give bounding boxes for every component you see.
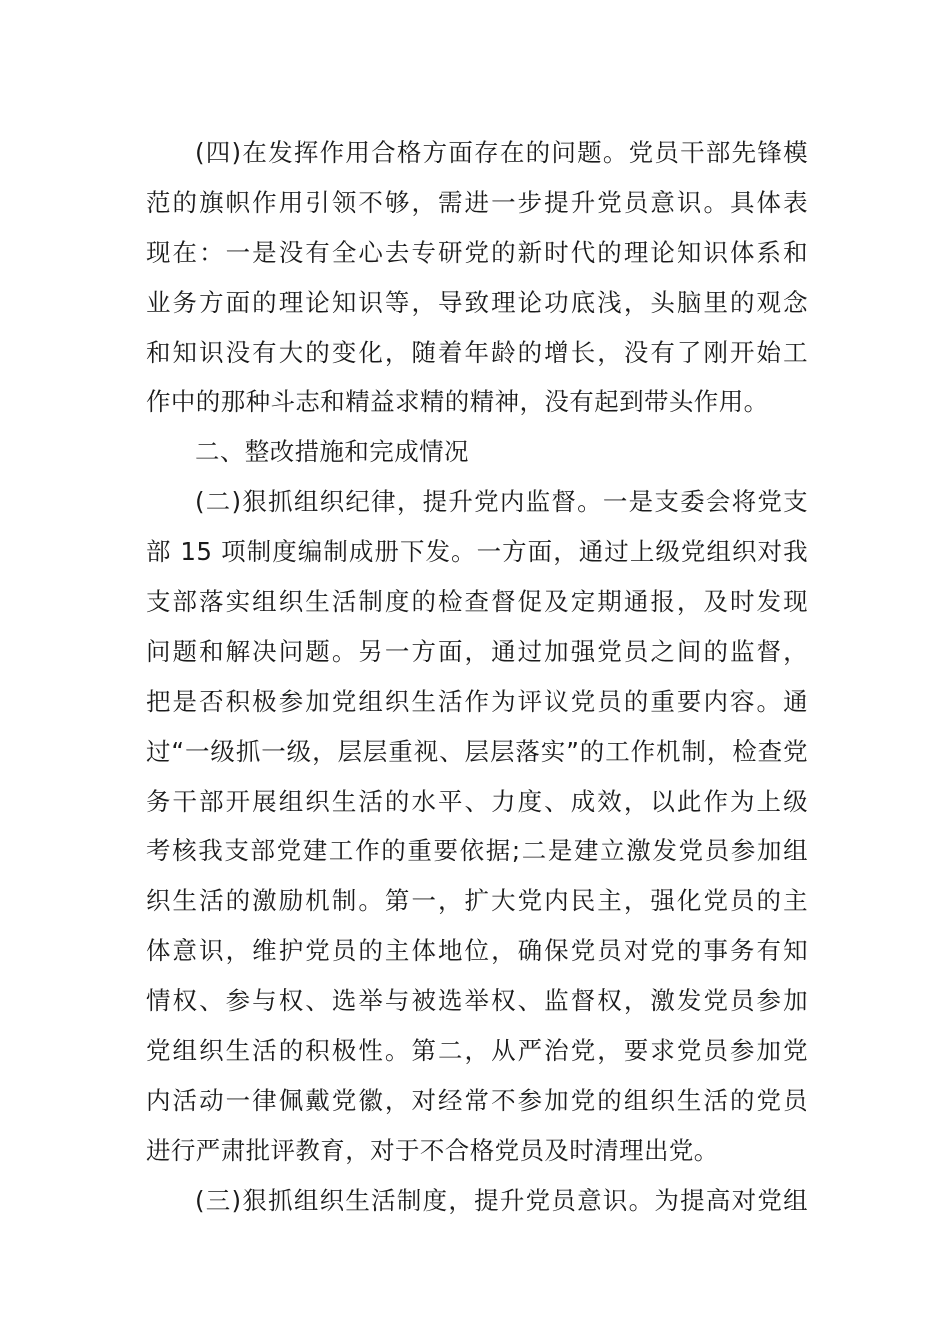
text-line: 织生活的激励机制。第一，扩大党内民主，强化党员的主 — [146, 886, 808, 916]
text-line: (三)狠抓组织生活制度，提升党员意识。为提高对党组 — [195, 1185, 808, 1215]
text-line: (四)在发挥作用合格方面存在的问题。党员干部先锋模 — [195, 138, 808, 167]
text-line: 内活动一律佩戴党徽，对经常不参加党的组织生活的党员 — [146, 1085, 808, 1115]
text-line: 问题和解决问题。另一方面，通过加强党员之间的监督， — [146, 636, 808, 666]
text-line: 支部落实组织生活制度的检查督促及定期通报，及时发现 — [146, 587, 808, 617]
section-heading: 二、整改措施和完成情况 — [195, 437, 469, 467]
text-line: 进行严肃批评教育，对于不合格党员及时清理出党。 — [146, 1135, 719, 1165]
text-line: 作中的那种斗志和精益求精的精神，没有起到带头作用。 — [146, 387, 769, 417]
text-line: 过“一级抓一级，层层重视、层层落实”的工作机制，检查党 — [146, 736, 808, 766]
text-line: 现在：一是没有全心去专研党的新时代的理论知识体系和 — [146, 237, 808, 267]
text-line: 把是否积极参加党组织生活作为评议党员的重要内容。通 — [146, 686, 808, 716]
text-line: 情权、参与权、选举与被选举权、监督权，激发党员参加 — [146, 986, 808, 1016]
text-line: 部 15 项制度编制成册下发。一方面，通过上级党组织对我 — [146, 537, 808, 567]
text-line: 党组织生活的积极性。第二，从严治党，要求党员参加党 — [146, 1036, 808, 1066]
text-line: 体意识，维护党员的主体地位，确保党员对党的事务有知 — [146, 936, 808, 966]
text-line: 范的旗帜作用引领不够，需进一步提升党员意识。具体表 — [146, 187, 808, 217]
document-body — [146, 128, 808, 1226]
text-line: 务干部开展组织生活的水平、力度、成效，以此作为上级 — [146, 786, 808, 816]
text-line: 考核我支部党建工作的重要依据;二是建立激发党员参加组 — [146, 836, 808, 866]
text-line: 和知识没有大的变化，随着年龄的增长，没有了刚开始工 — [146, 337, 808, 367]
text-line: (二)狠抓组织纪律，提升党内监督。一是支委会将党支 — [195, 487, 808, 517]
text-line: 业务方面的理论知识等，导致理论功底浅，头脑里的观念 — [146, 287, 808, 317]
